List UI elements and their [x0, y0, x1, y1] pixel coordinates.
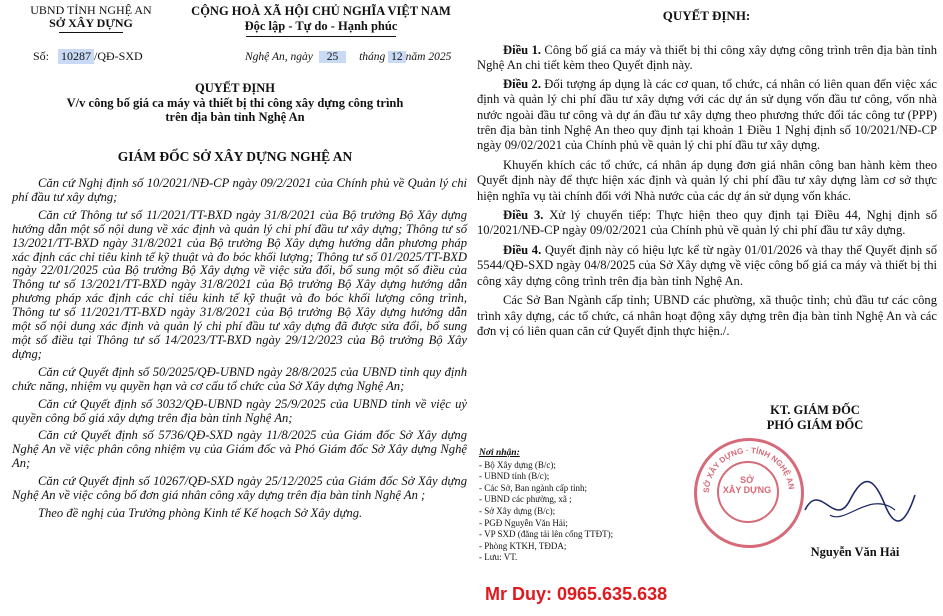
article-text: Quyết định này có hiệu lực kể từ ngày 01/01/2026 và thay thế Quyết định số 5544/QĐ-SXD ngày 04/8/2025 của Sở Xây dựng về việc công bố giá ca máy và thiết bị thi công xây dựng công trình trên địa bàn tỉnh Nghệ An. — [477, 242, 938, 288]
number-label: Số: — [33, 49, 50, 63]
decision-heading: QUYẾT ĐỊNH: — [662, 8, 751, 23]
org-underline — [59, 32, 123, 33]
decision-number — [33, 49, 143, 64]
article-2 — [477, 77, 937, 154]
nation-line1: CỘNG HOÀ XÃ HỘI CHỦ NGHĨA VIỆT NAM — [191, 4, 451, 18]
date-month: 12 — [388, 51, 406, 63]
recipients-heading: Nơi nhận: — [479, 448, 520, 458]
recipient-item: - Lưu: VT. — [479, 552, 518, 563]
date-month-label: tháng — [359, 51, 386, 63]
article-text: Xử lý chuyển tiếp: Thực hiện theo quy định tại Điều 44, Nghị định số 10/2021/NĐ-CP ngày 09/02/2021 của Chính phủ về quản lý chi phí đầu tư xây dựng. — [477, 208, 938, 238]
nation-line2: Độc lập - Tự do - Hạnh phúc — [244, 19, 398, 33]
handwritten-signature — [800, 470, 920, 540]
org-line2: SỞ XÂY DỰNG — [49, 16, 133, 30]
motto-underline — [246, 36, 396, 37]
article-label: Điều 2. — [503, 76, 541, 91]
article-text: Đối tượng áp dụng là các cơ quan, tổ chức, cá nhân có liên quan đến việc xác định và quản lý chi phí đầu tư xây dựng với các dự án sử dụng vốn đầu tư công, vốn nhà nước ngoài đầu tư công và dự án đầu tư xây dựng theo phương thức đối tác công tư (PPP) trên địa bàn tỉnh Nghệ An theo quy định tại khoản 1 Điều 1 Nghị định số 10/2021/NĐ-CP ngày 09/02/2021 của Chính phủ về quản lý chi phí đầu tư xây dựng. — [477, 76, 937, 153]
preamble-para: Căn cứ Quyết định số 3032/QĐ-UBND ngày 25/9/2025 của UBND tỉnh về việc uỷ quyền công bố giá xây dựng trên địa bàn tỉnh Nghệ An; — [12, 396, 467, 425]
signature-title — [695, 403, 935, 433]
number-suffix: /QĐ-SXD — [94, 49, 143, 63]
issuing-org — [6, 4, 176, 33]
preamble-para: Căn cứ Quyết định số 10267/QĐ-SXD ngày 25/12/2025 của Giám đốc Sở Xây dựng Nghệ An về việc công bố đơn giá nhân công xây dựng trên địa bàn tỉnh Nghệ An ; — [12, 474, 467, 503]
signer-name: Nguyễn Văn Hải — [810, 545, 900, 559]
authority-heading: GIÁM ĐỐC SỞ XÂY DỰNG NGHỆ AN — [117, 149, 353, 164]
recipient-item: - Phòng KTKH, TĐDA; — [479, 540, 567, 551]
recipient-item: - Bộ Xây dựng (B/c); — [479, 459, 556, 470]
article-2-note — [477, 158, 937, 204]
articles — [477, 43, 937, 339]
date-day: 25 — [319, 51, 347, 63]
signature-line1: KT. GIÁM ĐỐC — [770, 403, 860, 417]
title-main: QUYẾT ĐỊNH — [195, 81, 275, 95]
date-prefix: Nghệ An, ngày — [245, 51, 313, 63]
recipient-item: - UBND các phường, xã ; — [479, 494, 572, 505]
recipient-item: - Các Sở, Ban ngành cấp tỉnh; — [479, 482, 587, 493]
org-line1: UBND TỈNH NGHỆ AN — [30, 3, 152, 17]
article-3 — [477, 208, 937, 239]
article-4-note — [477, 293, 937, 339]
article-text: Khuyến khích các tổ chức, cá nhân áp dụng đơn giá nhân công ban hành kèm theo Quyết định này để thực hiện xác định và quản lý chi phí đầu tư xây dựng làm cơ sở thực hiện nghĩa vụ tài chính đối với Nhà nước của các dự án sử dụng vốn khác. — [477, 157, 937, 203]
article-4 — [477, 243, 937, 289]
right-column — [470, 0, 943, 616]
article-label: Điều 1. — [503, 43, 542, 57]
recipient-item: - Sở Xây dựng (B/c); — [479, 505, 556, 516]
left-column — [0, 0, 470, 616]
subject-line2: trên địa bàn tỉnh Nghệ An — [165, 110, 305, 124]
article-1 — [477, 43, 937, 74]
official-stamp — [694, 438, 804, 548]
contact-watermark: Mr Duy: 0965.635.638 — [485, 584, 668, 604]
title-block — [20, 81, 450, 125]
stamp-center-top: SỞ — [740, 475, 754, 485]
preamble — [12, 177, 467, 521]
article-label: Điều 3. — [503, 208, 544, 223]
issue-date — [245, 51, 451, 63]
recipient-item: - VP SXD (đăng tải lên cổng TTĐT); — [479, 529, 614, 540]
stamp-center — [707, 475, 787, 495]
recipients — [479, 448, 679, 564]
date-year: năm 2025 — [405, 51, 452, 63]
article-text: Các Sở Ban Ngành cấp tỉnh; UBND các phường, xã thuộc tỉnh; chủ đầu tư các công trình xây dựng, các tổ chức, cá nhân hoạt động xây dựng trên địa bàn tỉnh Nghệ An và các đơn vị có liên quan căn cứ Quyết định thực hiện./. — [477, 293, 937, 338]
signature-line2: PHÓ GIÁM ĐỐC — [766, 418, 864, 432]
preamble-para: Căn cứ Thông tư số 11/2021/TT-BXD ngày 31/8/2021 của Bộ trưởng Bộ Xây dựng hướng dẫn một số nội dung về xác định và quản lý chi phí đầu tư xây dựng; Thông tư số 13/2021/TT-BXD ngày 31/8/2021 của Bộ trưởng Bộ Xây dựng hướng dẫn phương pháp xác định các chỉ tiêu kinh tế kỹ thuật và đo bóc khối lượng; Thông tư số 01/2025/TT-BXD ngày 22/01/2025 của Bộ trưởng Bộ Xây dựng về việc sửa đổi, bổ sung một số điều của Thông tư số 13/2021/TT-BXD ngày 31/8/2021 của Bộ trưởng Bộ Xây dựng hướng dẫn phương pháp xác định các chỉ tiêu kinh tế kỹ thuật và đo bóc khối lượng công trình, Thông tư số 11/2021/TT-BXD ngày 31/8/2021 của Bộ trưởng Bộ Xây dựng hướng dẫn một số nội dung xác định và quản lý chi phí đầu tư xây dựng đã được sửa đổi, bổ sung một số điều tại Thông tư số 14/2023/TT-BXD ngày 29/12/2023 của Bộ trưởng Bộ Xây dựng; — [12, 207, 467, 361]
preamble-para: Căn cứ Quyết định số 5736/QĐ-SXD ngày 11/8/2025 của Giám đốc Sở Xây dựng Nghệ An về việc phân công nhiệm vụ của Giám đốc và Phó Giám đốc Sở Xây dựng Nghệ An; — [12, 428, 467, 471]
subject-line1: V/v công bố giá ca máy và thiết bị thi công xây dựng công trình — [66, 95, 404, 110]
recipient-item: - PGĐ Nguyễn Văn Hải; — [479, 517, 568, 528]
preamble-para: Căn cứ Quyết định số 50/2025/QĐ-UBND ngày 28/8/2025 của UBND tỉnh quy định chức năng, nhiệm vụ quyền hạn và cơ cấu tổ chức của Sở Xây dựng Nghệ An; — [12, 364, 467, 393]
stamp-center-text: XÂY DỰNG — [722, 485, 772, 495]
recipient-item: - UBND tỉnh (B/c); — [479, 471, 550, 482]
article-label: Điều 4. — [503, 242, 542, 257]
stamp-ring-label: SỞ XÂY DỰNG · TỈNH NGHỆ AN — [701, 445, 796, 494]
preamble-para: Theo đề nghị của Trưởng phòng Kinh tế Kế hoạch Sở Xây dựng. — [38, 505, 363, 520]
article-text: Công bố giá ca máy và thiết bị thi công xây dựng công trình trên địa bàn tỉnh Nghệ An chi tiết kèm theo Quyết định này. — [477, 43, 937, 73]
preamble-para: Căn cứ Nghị định số 10/2021/NĐ-CP ngày 09/2/2021 của Chính phủ về Quản lý chi phí đầu tư xây dựng; — [12, 176, 467, 204]
number-value: 10287 — [58, 49, 94, 64]
national-motto — [176, 4, 466, 37]
